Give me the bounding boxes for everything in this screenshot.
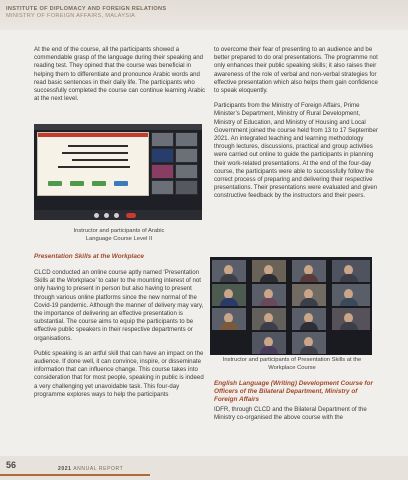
slide-button [114, 181, 128, 186]
slide-button [70, 181, 84, 186]
page-number: 56 [6, 460, 17, 470]
slide-text-line [62, 152, 128, 154]
end-call-icon [126, 213, 136, 218]
participant-tile [292, 308, 326, 330]
participant-video [175, 148, 198, 163]
participant-tile [252, 332, 286, 354]
slide-text-line [72, 159, 128, 161]
participant-video [175, 180, 198, 195]
participant-video [151, 180, 174, 195]
footer-report-label [58, 466, 123, 472]
participant-video [175, 132, 198, 147]
footer-accent-rule [0, 474, 150, 476]
arabic-course-caption: Instructor and participants of Arabic Language Course Level II [73, 228, 165, 242]
camera-icon [104, 213, 109, 218]
participant-video [151, 132, 174, 147]
footer-annual-report: ANNUAL REPORT [73, 466, 124, 472]
slide-button [92, 181, 106, 186]
slide-text-line [58, 166, 130, 168]
share-icon [114, 213, 119, 218]
left-paragraph-1: At the end of the course, all the participants showed a commendable grasp of the language during their speaking and reading test. They opined that the course was beneficial in helping them to differentiate and pronounce Arabic words and read basic sentences in their daily life. The participants who successfully completed the course can continue learning Arabic at the next level. [34, 46, 206, 103]
participant-tile [332, 284, 370, 306]
participant-tile [332, 308, 370, 330]
header-title [6, 6, 166, 20]
participant-tile [292, 260, 326, 282]
footer-year: 2021 [58, 466, 72, 472]
left-paragraph-2: CLCD conducted an online course aptly named ‘Presentation Skills at the Workplace’ to cater to the mounting interest of not only having to present in person but also having to present through various online platforms since the new normal of the Covid-19 pandemic. Although the manner of delivery may vary, the importance of delivering an effective presentation is substantial. The course aims to equip the participants to be effective public speakers in their respective departments or organisations. Public speaking is an artful skill that can have an impact on the audience. If done well, it can convince, inspire, or disseminate information that can influence change. This course takes into consideration that for most people, speaking in public is indeed a very challenging yet unavoidable task. This four-day programme explores ways to help the participants [34, 269, 204, 398]
right-paragraph-1: to overcome their fear of presenting to an audience and be better prepared to do oral presentations. The programme not only enhances their public speaking skills; it also raises their awareness of the role of verbal and non-verbal strategies for effective presentation which also helps them gain confidence to speak eloquently. Participants from the Ministry of Foreign Affairs, Prime Minister’s Department, Ministry of Rural Development, Ministry of Education, and Ministry of Housing and Local Government joined the course held from 13 to 17 September 2021. An integrated teaching and learning methodology through lectures, discussions, practical and group activities were carried out online to guide the participants in planning their work-related presentations. At the end of the four-day course, the participants were able to successfully follow the correct process of preparing and delivering their respective presentations. Their presentations were evaluated and given constructive feedback by the instructors and their peers. [214, 46, 378, 200]
writing-course-heading: English Language (Writing) Development Course for Officers of the Bilateral Department, Ministry of Foreign Affairs [214, 380, 373, 404]
header-ministry: MINISTRY OF FOREIGN AFFAIRS, MALAYSIA [6, 13, 136, 19]
participant-tile [212, 284, 246, 306]
mic-icon [94, 213, 99, 218]
slide-text-line [68, 145, 128, 147]
slide-header [38, 133, 148, 137]
participant-tile [252, 284, 286, 306]
participant-tile [252, 260, 286, 282]
participant-tile [292, 284, 326, 306]
participant-tile [292, 332, 326, 354]
participant-video [175, 164, 198, 179]
slide-button [48, 181, 62, 186]
arabic-course-screenshot [34, 124, 202, 220]
meeting-controls-bar [34, 210, 202, 220]
participant-tile [212, 308, 246, 330]
presentation-course-screenshot [210, 257, 372, 355]
participant-video [151, 148, 174, 163]
participant-tile [332, 260, 370, 282]
shared-slide [37, 132, 149, 196]
right-paragraph-3: IDFR, through CLCD and the Bilateral Department of the Ministry co-organised the above course with the [214, 406, 367, 422]
presentation-course-caption: Instructor and participants of Presentation Skills at the Workplace Course [222, 357, 362, 371]
participant-tile [212, 260, 246, 282]
participant-video [151, 164, 174, 179]
meeting-title-bar [34, 124, 202, 130]
header-institute: INSTITUTE OF DIPLOMACY AND FOREIGN RELATIONS [6, 6, 167, 12]
presentation-skills-heading: Presentation Skills at the Workplace [34, 253, 144, 260]
participant-tile [252, 308, 286, 330]
